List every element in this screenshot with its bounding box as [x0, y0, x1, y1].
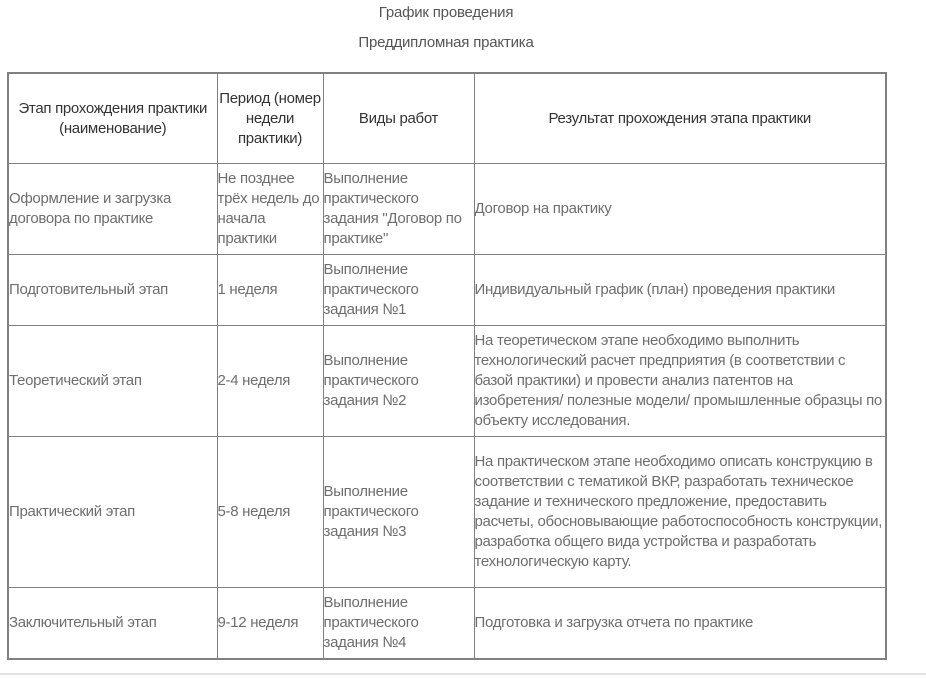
- practice-schedule-table: [7, 72, 887, 660]
- cell-period: 1 неделя: [217, 255, 323, 326]
- table-row: [8, 437, 886, 588]
- cell-result: Индивидуальный график (план) проведения практики: [474, 255, 886, 326]
- cell-period: Не позднее трёх недель до начала практики: [217, 164, 323, 255]
- table-row: [8, 326, 886, 437]
- cell-stage: Практический этап: [8, 437, 217, 588]
- cell-work: Выполнение практического задания №4: [323, 588, 474, 660]
- table-row: [8, 255, 886, 326]
- document-title: График проведения: [378, 4, 514, 21]
- table-row: [8, 164, 886, 255]
- cell-period: 9-12 неделя: [217, 588, 323, 660]
- cell-period: 2-4 неделя: [217, 326, 323, 437]
- cell-result: Подготовка и загрузка отчета по практике: [474, 588, 886, 660]
- cell-stage: Заключительный этап: [8, 588, 217, 660]
- cell-work: Выполнение практического задания №2: [323, 326, 474, 437]
- table-row: [8, 588, 886, 660]
- cell-work: Выполнение практического задания №1: [323, 255, 474, 326]
- header-result: Результат прохождения этапа практики: [474, 73, 886, 164]
- cell-work: Выполнение практического задания №3: [323, 437, 474, 588]
- document-subtitle: Преддипломная практика: [358, 34, 534, 51]
- section-divider: [0, 673, 926, 675]
- cell-stage: Оформление и загрузка договора по практике: [8, 164, 217, 255]
- cell-stage: Подготовительный этап: [8, 255, 217, 326]
- table-header-row: [8, 73, 886, 164]
- cell-result: На теоретическом этапе необходимо выполнить технологический расчет предприятия (в соответствии с базой практики) и провести анализ патентов на изобретения/ полезные модели/ промышленные образцы по объекту исследования.: [474, 326, 886, 437]
- cell-work: Выполнение практического задания "Договор по практике": [323, 164, 474, 255]
- cell-result: На практическом этапе необходимо описать конструкцию в соответствии с тематикой ВКР, разработать техническое задание и технического предложение, предоставить расчеты, обосновывающие работоспособность конструкции, разработка общего вида устройства и разработать технологическую карту.: [474, 437, 886, 588]
- cell-result: Договор на практику: [474, 164, 886, 255]
- header-stage: Этап прохождения практики (наименование): [8, 73, 217, 164]
- cell-period: 5-8 неделя: [217, 437, 323, 588]
- header-period: Период (номер недели практики): [217, 73, 323, 164]
- header-work-types: Виды работ: [323, 73, 474, 164]
- cell-stage: Теоретический этап: [8, 326, 217, 437]
